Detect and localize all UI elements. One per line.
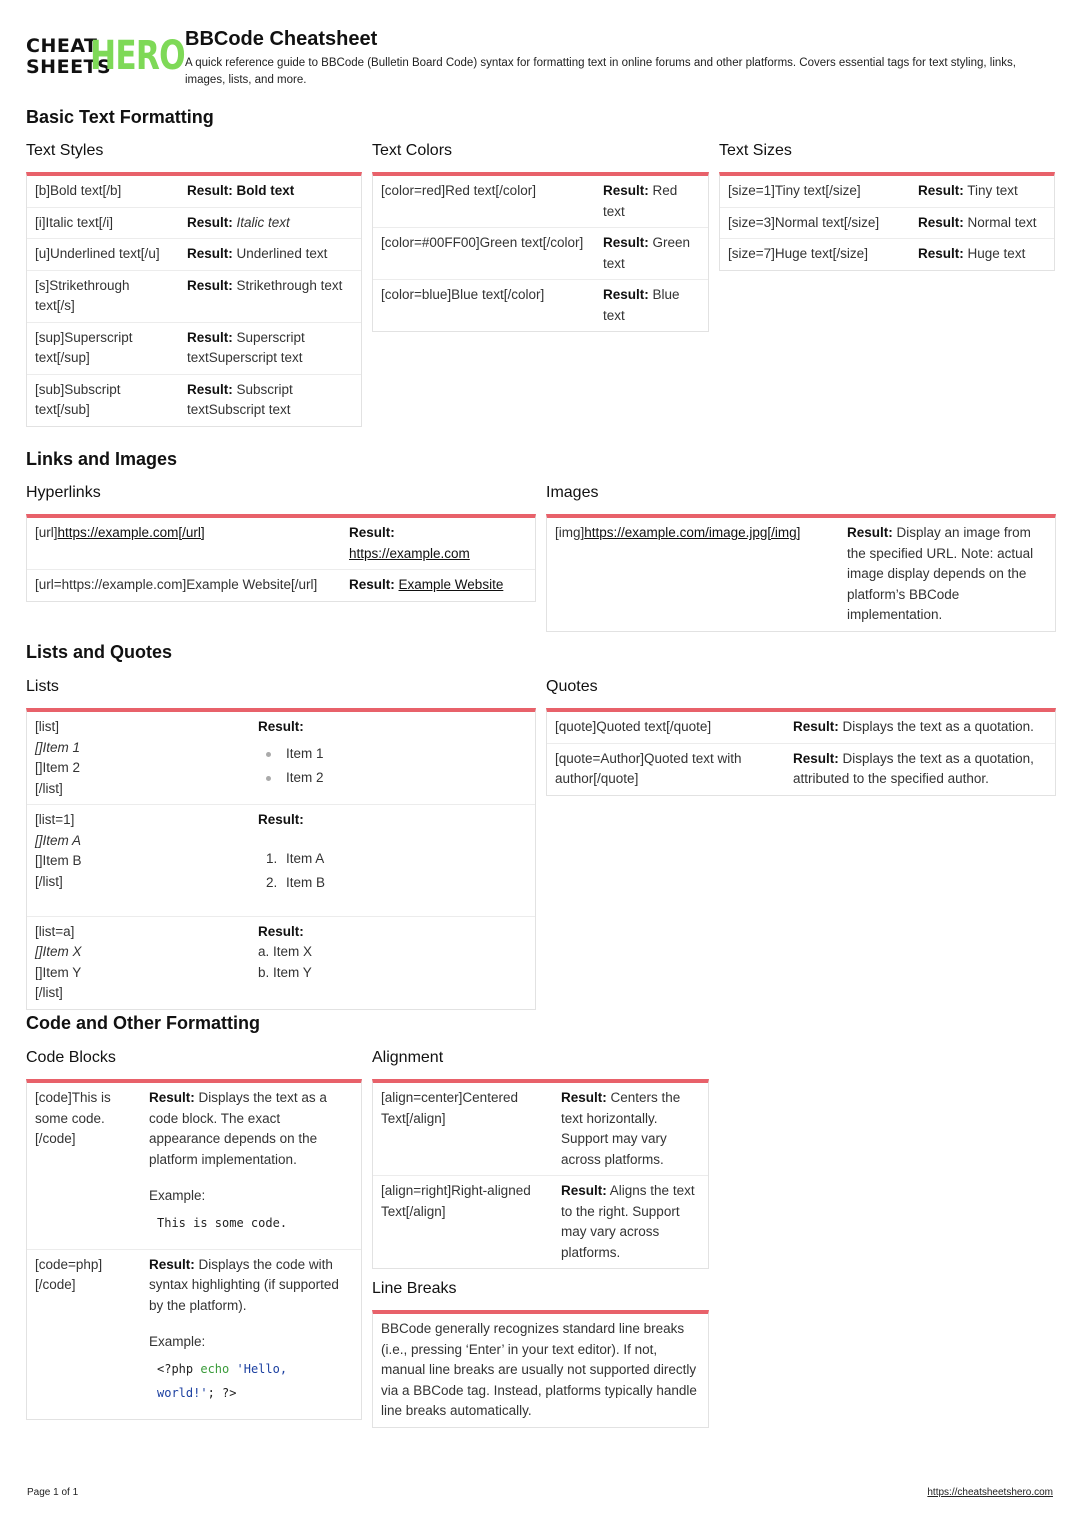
quotes-card bbox=[546, 708, 1056, 796]
table-row: [url]https://example.com[/url] Result: https://example.com bbox=[27, 518, 535, 570]
text-sizes-title: Text Sizes bbox=[719, 142, 792, 159]
hyperlinks-title: Hyperlinks bbox=[26, 484, 101, 501]
images-card bbox=[546, 514, 1056, 632]
text-styles-title: Text Styles bbox=[26, 142, 104, 159]
table-row: [list=1] []Item A []Item B [/list] Result: 1. Item A 2. Item B bbox=[27, 805, 535, 917]
table-row: [color=red]Red text[/color] Result: Red text bbox=[373, 176, 708, 228]
page-title: BBCode Cheatsheet bbox=[185, 28, 378, 50]
logo-hero: HERO bbox=[90, 33, 185, 79]
images-title: Images bbox=[546, 484, 599, 501]
table-row: [u]Underlined text[/u] Result: Underlined text bbox=[27, 239, 361, 271]
table-row: [size=3]Normal text[/size] Result: Normal text bbox=[720, 208, 1054, 240]
table-row: [align=right]Right-aligned Text[/align] Result: Aligns the text to the right. Support may vary across platforms. bbox=[381, 1183, 695, 1260]
header bbox=[26, 28, 1056, 88]
code-blocks-title: Code Blocks bbox=[26, 1049, 116, 1066]
result-link[interactable]: Example Website bbox=[398, 577, 504, 592]
code-link[interactable]: https://example.com[/url] bbox=[57, 525, 205, 540]
text-colors-title: Text Colors bbox=[372, 142, 453, 159]
text-sizes-card bbox=[719, 172, 1055, 271]
table-row: [i]Italic text[/i] Result: Italic text bbox=[27, 208, 361, 240]
list-item: 1. Item A bbox=[266, 850, 325, 866]
bullet-list bbox=[258, 742, 527, 790]
line-breaks-card bbox=[372, 1310, 709, 1428]
table-row: [b]Bold text[/b] Result: Bold text bbox=[27, 176, 361, 208]
line-breaks-title: Line Breaks bbox=[372, 1280, 457, 1297]
table-row: [s]Strikethrough text[/s] Result: Strikethrough text bbox=[27, 271, 361, 323]
lists-card bbox=[26, 708, 536, 1010]
table-row: [url=https://example.com]Example Website[/url] Result: Example Website bbox=[35, 577, 504, 592]
table-row: BBCode generally recognizes standard line breaks (i.e., pressing ‘Enter’ in your text editor). If not, manual line breaks are usually not supported directly via a BBCode tag. Instead, platforms typically handle line breaks automatically. bbox=[381, 1321, 697, 1418]
page-subtitle: A quick reference guide to BBCode (Bulletin Board Code) syntax for formatting text in online forums and other platforms. Covers essential tags for text styling, links, images, lists, and more. bbox=[185, 57, 1016, 86]
quotes-title: Quotes bbox=[546, 678, 598, 695]
table-row: [size=1]Tiny text[/size] Result: Tiny text bbox=[720, 176, 1054, 208]
table-row: [list=a] []Item X []Item Y [/list] Result: a. Item X b. Item Y bbox=[27, 917, 535, 1009]
table-row: [color=#00FF00]Green text[/color] Result: Green text bbox=[373, 228, 708, 280]
table-row: [list] []Item 1 []Item 2 [/list] Result: Item 1 Item 2 bbox=[27, 712, 535, 805]
list-item: a. Item X bbox=[258, 944, 313, 959]
table-row: [code=php] [/code] Result: Displays the code with syntax highlighting (if supported by the platform). Example: <?php echo 'Hello, world!'; ?> bbox=[27, 1250, 361, 1419]
section-code-other: Code and Other Formatting bbox=[26, 1013, 260, 1033]
list-item: Item 2 bbox=[258, 766, 527, 790]
table-row: [img]https://example.com/image.jpg[/img] Result: Display an image from the specified URL. Note: actual image display depends on the platform’s BBCode implementation. bbox=[555, 525, 1034, 622]
lists-title: Lists bbox=[26, 678, 59, 695]
table-row: [quote]Quoted text[/quote] Result: Displays the text as a quotation. bbox=[547, 712, 1055, 744]
table-row: [align=center]Centered Text[/align] Result: Centers the text horizontally. Support may vary across platforms. bbox=[373, 1083, 708, 1176]
text-styles-card bbox=[26, 172, 362, 427]
table-row: [sup]Superscript text[/sup] Result: Superscript textSuperscript text bbox=[27, 323, 361, 375]
alignment-title: Alignment bbox=[372, 1049, 444, 1066]
code-blocks-card bbox=[26, 1079, 362, 1420]
logo-text: CHEAT SHEETS bbox=[26, 35, 112, 78]
result-link[interactable]: https://example.com bbox=[349, 545, 470, 561]
page-number: Page 1 of 1 bbox=[27, 1487, 79, 1498]
section-lists-quotes: Lists and Quotes bbox=[26, 642, 173, 662]
logo[interactable] bbox=[26, 33, 185, 80]
code-link[interactable]: https://example.com/image.jpg[/img] bbox=[584, 525, 801, 540]
text-colors-card bbox=[372, 172, 709, 332]
table-row: [sub]Subscript text[/sub] Result: Subscript textSubscript text bbox=[35, 381, 293, 417]
section-basic-formatting: Basic Text Formatting bbox=[26, 107, 214, 127]
code-example: This is some code. bbox=[157, 1215, 288, 1230]
table-row: [code]This is some code. [/code] Result: Displays the text as a code block. The exact appearance depends on the platform implementation. Example: This is some code. bbox=[27, 1083, 361, 1250]
section-links-images: Links and Images bbox=[26, 449, 178, 469]
alignment-card bbox=[372, 1079, 709, 1269]
hyperlinks-card bbox=[26, 514, 536, 602]
list-item: Item 1 bbox=[258, 742, 527, 766]
numbered-list bbox=[258, 847, 527, 895]
list-item: 2. Item B bbox=[266, 874, 326, 890]
table-row: [size=7]Huge text[/size] Result: Huge text bbox=[728, 246, 1026, 261]
footer-link[interactable]: https://cheatsheetshero.com bbox=[927, 1487, 1053, 1498]
table-row: [quote=Author]Quoted text with author[/quote] Result: Displays the text as a quotation, attributed to the specified author. bbox=[555, 750, 1034, 786]
code-example: <?php echo 'Hello, world!'; ?> bbox=[157, 1361, 288, 1400]
table-row: [color=blue]Blue text[/color] Result: Blue text bbox=[381, 287, 680, 323]
list-item: b. Item Y bbox=[258, 964, 312, 980]
